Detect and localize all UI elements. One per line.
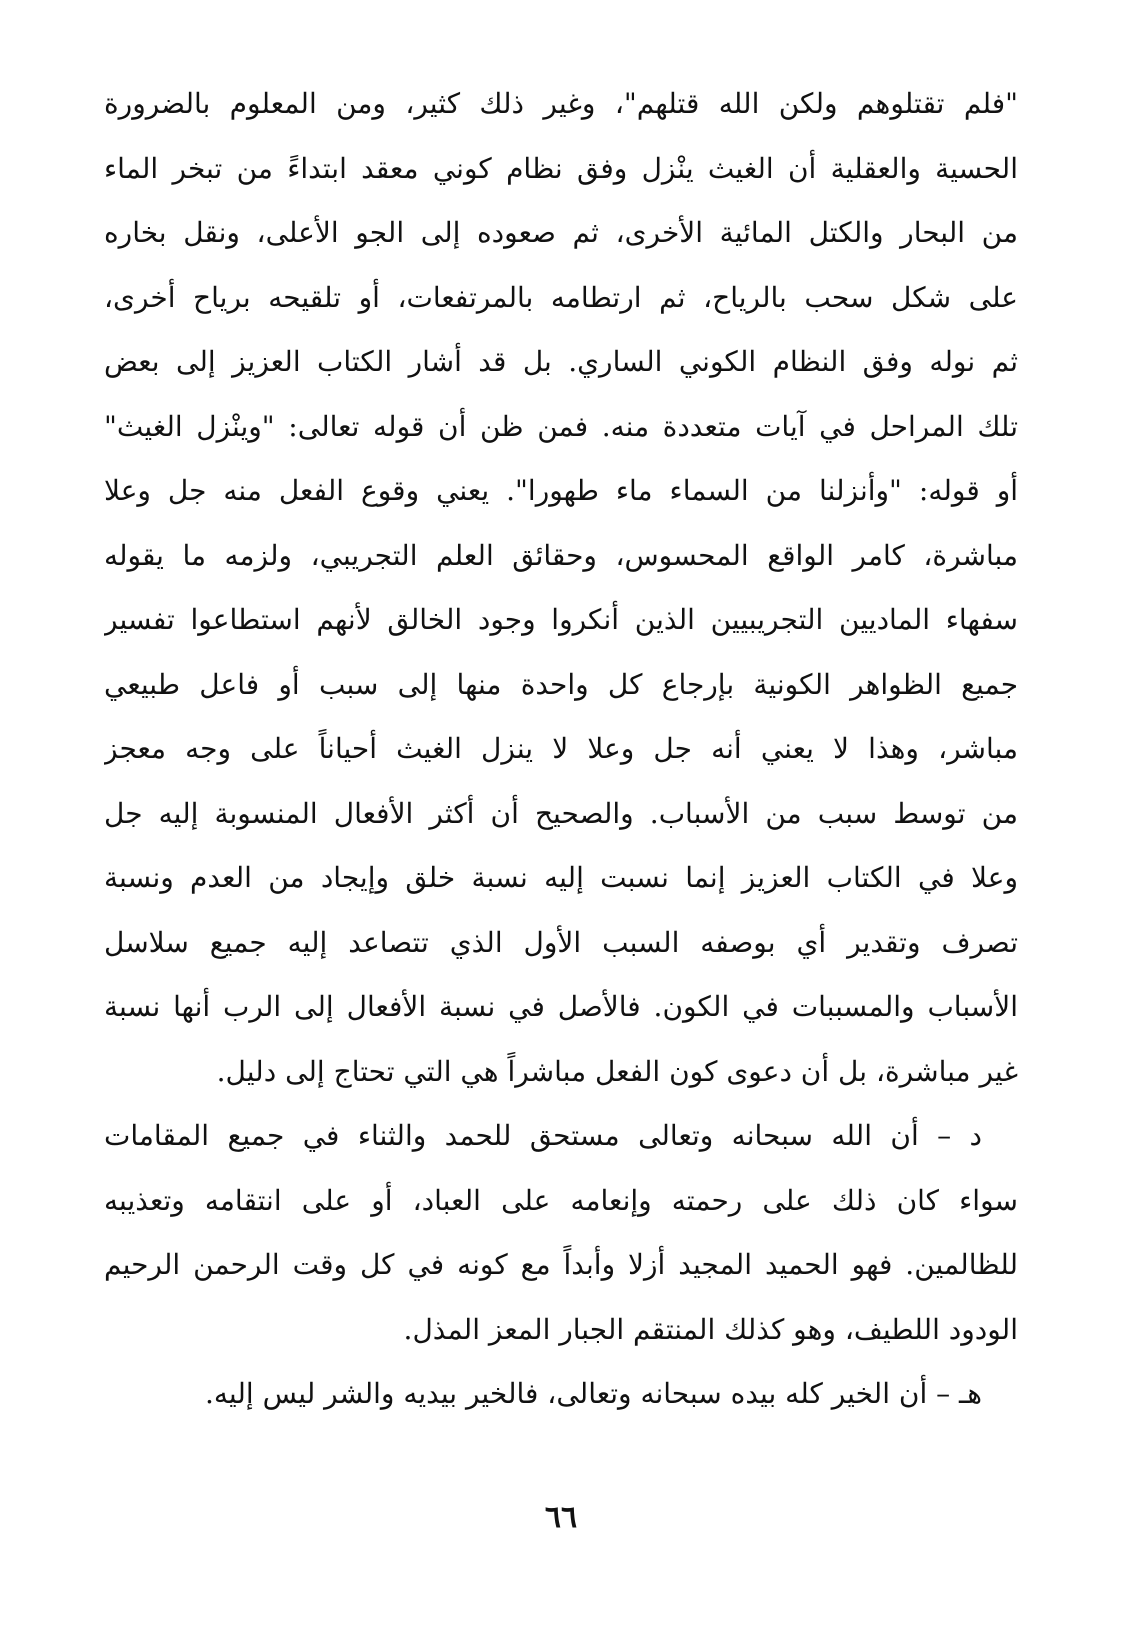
text-line: سواء كان ذلك على رحمته وإنعامه على العباد، أو على انتقامه وتعذيبه	[104, 1183, 1018, 1217]
paragraph-end-line: الودود اللطيف، وهو كذلك المنتقم الجبار المعز المذل.	[403, 1312, 1018, 1346]
text-line: أو قوله: "وأنزلنا من السماء ماء طهورا". يعني وقوع الفعل منه جل وعلا	[104, 474, 1018, 507]
text-line: الأسباب والمسببات في الكون. فالأصل في نسبة الأفعال إلى الرب أنها نسبة	[104, 990, 1018, 1023]
text-line: تصرف وتقدير أي بوصفه السبب الأول الذي تتصاعد إليه جميع سلاسل	[104, 925, 1018, 959]
list-item-ha-line: هـ – أن الخير كله بيده سبحانه وتعالى، فالخير بيديه والشر ليس إليه.	[205, 1377, 982, 1410]
text-line: جميع الظواهر الكونية بإرجاع كل واحدة منها إلى سبب أو فاعل طبيعي	[104, 667, 1018, 701]
page-number: ٦٦	[544, 1500, 578, 1535]
paragraph-end-line: غير مباشرة، بل أن دعوى كون الفعل مباشراً هي التي تحتاج إلى دليل.	[216, 1054, 1018, 1088]
list-item-dal-line: د – أن الله سبحانه وتعالى مستحق للحمد والثناء في جميع المقامات	[104, 1119, 982, 1152]
text-line: الحسية والعقلية أن الغيث ينْزل وفق نظام كوني معقد ابتداءً من تبخر الماء	[104, 151, 1018, 185]
text-line: للظالمين. فهو الحميد المجيد أزلا وأبداً مع كونه في كل وقت الرحمن الرحيم	[104, 1248, 1018, 1281]
text-line: مباشرة، كامر الواقع المحسوس، وحقائق العلم التجريبي، ولزمه ما يقوله	[104, 538, 1018, 572]
text-line: من توسط سبب من الأسباب. والصحيح أن أكثر الأفعال المنسوبة إليه جل	[104, 796, 1018, 830]
text-line: على شكل سحب بالرياح، ثم ارتطامه بالمرتفعات، أو تلقيحه برياح أخرى،	[104, 280, 1018, 314]
text-line: من البحار والكتل المائية الأخرى، ثم صعوده إلى الجو الأعلى، ونقل بخاره	[104, 216, 1018, 249]
text-line: تلك المراحل في آيات متعددة منه. فمن ظن أن قوله تعالى: "وينْزل الغيث"	[104, 409, 1018, 443]
text-line: مباشر، وهذا لا يعني أنه جل وعلا لا ينزل الغيث أحياناً على وجه معجز	[104, 732, 1018, 765]
text-line: ثم نوله وفق النظام الكوني الساري. بل قد أشار الكتاب العزيز إلى بعض	[104, 345, 1018, 378]
text-line: "فلم تقتلوهم ولكن الله قتلهم"، وغير ذلك كثير، ومن المعلوم بالضرورة	[104, 87, 1018, 120]
text-line: سفهاء الماديين التجريبيين الذين أنكروا وجود الخالق لأنهم استطاعوا تفسير	[104, 603, 1018, 636]
body-text	[104, 72, 1018, 1427]
text-line: وعلا في الكتاب العزيز إنما نسبت إليه نسبة خلق وإيجاد من العدم ونسبة	[104, 861, 1018, 894]
